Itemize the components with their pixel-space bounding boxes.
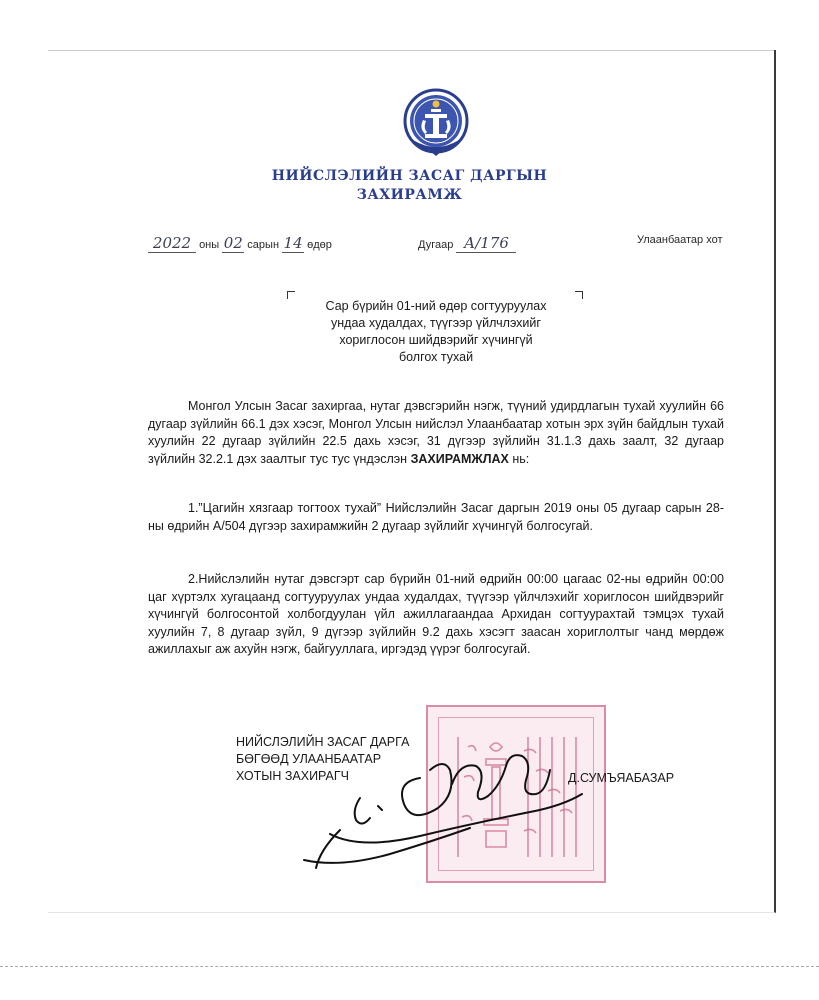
date-day: 14 (283, 234, 303, 252)
title-line-1: НИЙСЛЭЛИЙН ЗАСАГ ДАРГЫН (271, 168, 548, 184)
date-day-suffix: өдөр (307, 239, 332, 251)
page-separator (0, 966, 819, 967)
state-emblem-icon (403, 88, 469, 158)
preamble-paragraph (148, 398, 724, 468)
title-line-2: ЗАХИРАМЖ (356, 187, 463, 203)
date-month: 02 (223, 234, 243, 252)
signatory-line-3: ХОТЫН ЗАХИРАГЧ (236, 769, 349, 783)
date-year-suffix: оны (199, 239, 220, 251)
clause-1 (148, 500, 724, 535)
number-label: Дугаар (418, 239, 454, 251)
preamble-bold-word: ЗАХИРАМЖЛАХ (410, 451, 509, 466)
subject-line-2: ундаа худалдах, түүгээр үйлчлэхийг (331, 316, 541, 330)
number-value: А/176 (456, 234, 516, 253)
document-number (418, 234, 516, 253)
preamble-ending: нь: (508, 451, 530, 466)
document-title (0, 167, 819, 205)
signatory-line-2: БӨГӨӨД УЛААНБААТАР (236, 752, 382, 766)
preamble-text: Монгол Улсын Засаг захиргаа, нутаг дэвсгэрийн нэгж, түүний удирдлагын тухай хуулийн 66 дугаар зүйлийн 66.1 дэх хэсэг, Монгол Улсын нийслэл Улаанбаатар хотын эрх зүйн байдлын тухай хуулийн 22 дугаар зүйлийн 22.5 дахь хэсэг, 31 дүгээр зүйлийн 31.1.3 дахь заалт, 32 дугаар зүйлийн 32.2.1 дэх заалтыг тус тус үндэслэн (148, 399, 724, 466)
signature-icon (300, 700, 600, 880)
date-month-suffix: сарын (247, 239, 280, 251)
subject-line-4: болгох тухай (398, 350, 474, 364)
clause-2 (148, 571, 724, 659)
date-year: 2022 (148, 234, 196, 253)
clause-1-text: 1.”Цагийн хязгаар тогтоох тухай” Нийслэлийн Засаг даргын 2019 оны 05 дугаар сарын 28-ны өдрийн А/504 дүгээр захирамжийн 2 дугаар зүйлийг хүчингүй болгосугай. (148, 501, 724, 533)
city: Улаанбаатар хот (637, 234, 723, 246)
subject-line-3: хориглосон шийдвэрийг хүчингүй (339, 333, 533, 347)
signatory-name: Д.СУМЪЯАБАЗАР (568, 771, 675, 785)
clause-2-text: 2.Нийслэлийн нутаг дэвсгэрт сар бүрийн 01-ний өдрийн 00:00 цагаас 02-ны өдрийн 00:00 цаг хүртэлх хугацаанд согтууруулах ундаа худалдах, түүгээр үйлчлэхийг хориглосон шийдвэрийг хүчингүй болгосонтой холбогдуулан үйл ажиллагаандаа Архидан согтуурахтай тэмцэх тухай хуулийн 7, 8 дугаар зүйл, 9 дүгээр зүйлийн 9.2 дахь хэсэгт заасан хориглолтыг чанд мөрдөж ажиллахыг аж ахуйн нэгж, байгууллага, иргэдэд үүрэг болгосугай. (148, 572, 724, 656)
subject-heading (288, 298, 584, 366)
issue-date (148, 234, 332, 253)
subject-line-1: Сар бүрийн 01-ний өдөр согтууруулах (325, 299, 547, 313)
signatory-line-1: НИЙСЛЭЛИЙН ЗАСАГ ДАРГА (236, 735, 410, 749)
